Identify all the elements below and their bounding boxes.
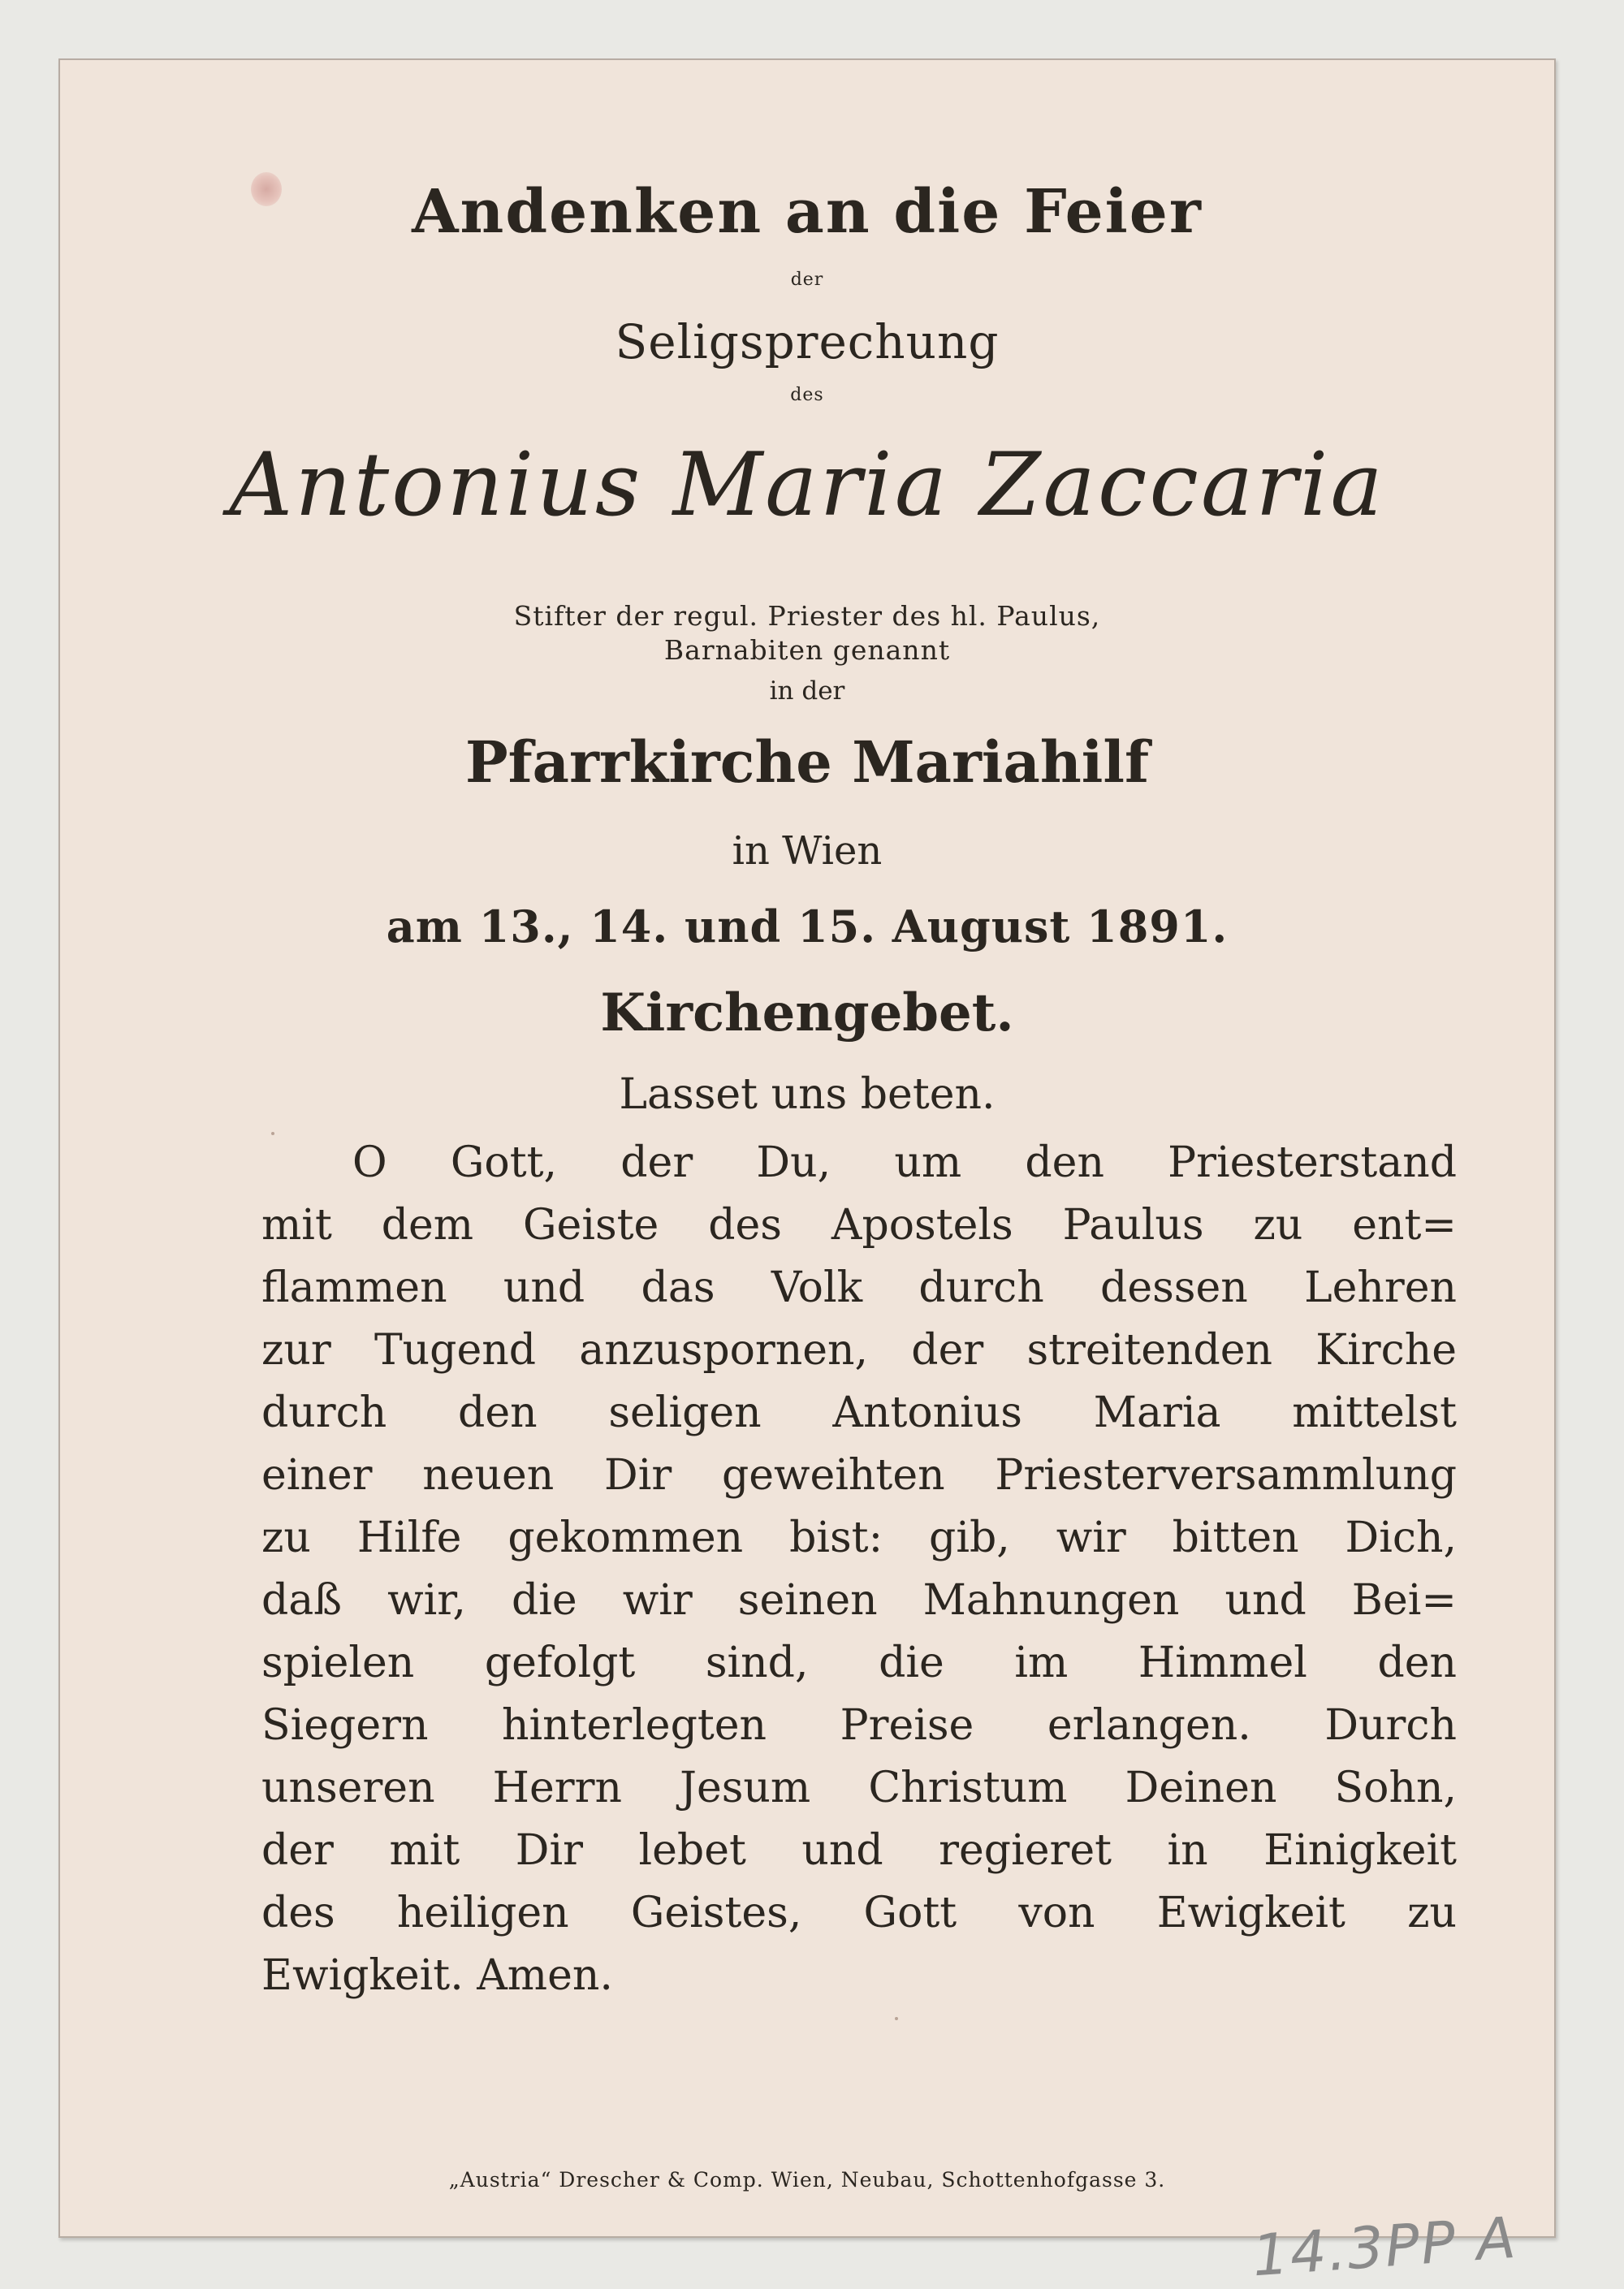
card-heading: Andenken an die Feier xyxy=(412,177,1203,247)
prayer-line: einer neuen Dir geweihten Priesterversammlung xyxy=(261,1451,1457,1500)
prayer-line: Ewigkeit. Amen. xyxy=(261,1951,613,2000)
founder-description-line-1: Stifter der regul. Priester des hl. Paulus, xyxy=(513,600,1101,632)
founder-description-line-2: Barnabiten genannt xyxy=(663,634,951,666)
prayer-line: mit dem Geiste des Apostels Paulus zu ent= xyxy=(261,1201,1457,1250)
prayer-line: des heiligen Geistes, Gott von Ewigkeit zu xyxy=(261,1889,1457,1937)
prayer-line: der mit Dir lebet und regieret in Einigkeit xyxy=(261,1826,1457,1875)
event-title: Seligsprechung xyxy=(615,314,1000,369)
prayer-line: Siegern hinterlegten Preise erlangen. Durch xyxy=(261,1701,1457,1750)
prayer-title: Kirchengebet. xyxy=(600,983,1014,1043)
prayer-line: O Gott, der Du, um den Priesterstand xyxy=(352,1138,1457,1187)
event-date: am 13., 14. und 15. August 1891. xyxy=(386,900,1229,952)
church-name: Pfarrkirche Mariahilf xyxy=(464,728,1150,796)
paper-speck xyxy=(895,2017,898,2020)
beatified-name: Antonius Maria Zaccaria xyxy=(229,434,1385,536)
prayer-line: durch den seligen Antonius Maria mittelst xyxy=(261,1389,1457,1437)
prayer-opening: Lasset uns beten. xyxy=(619,1070,996,1119)
prayer-line: daß wir, die wir seinen Mahnungen und Bei= xyxy=(261,1576,1457,1625)
prayer-line: zur Tugend anzuspornen, der streitenden Kirche xyxy=(261,1326,1457,1375)
city-line: in Wien xyxy=(732,828,883,874)
devotional-card xyxy=(58,58,1556,2289)
prayer-line: zu Hilfe gekommen bist: gib, wir bitten Dich, xyxy=(261,1514,1457,1562)
prayer-line: flammen und das Volk durch dessen Lehren xyxy=(261,1263,1457,1312)
connector-des: des xyxy=(790,385,824,405)
printer-imprint: „Austria“ Drescher & Comp. Wien, Neubau, Schottenhofgasse 3. xyxy=(448,2168,1166,2192)
connector-in-der: in der xyxy=(769,676,845,706)
prayer-line: spielen gefolgt sind, die im Himmel den xyxy=(261,1639,1457,1687)
connector-der: der xyxy=(790,270,824,290)
prayer-text xyxy=(261,1132,1457,2007)
prayer-line: unseren Herrn Jesum Christum Deinen Sohn, xyxy=(261,1764,1457,1812)
pencil-annotation: 14.3PP A xyxy=(1250,2204,1519,2289)
